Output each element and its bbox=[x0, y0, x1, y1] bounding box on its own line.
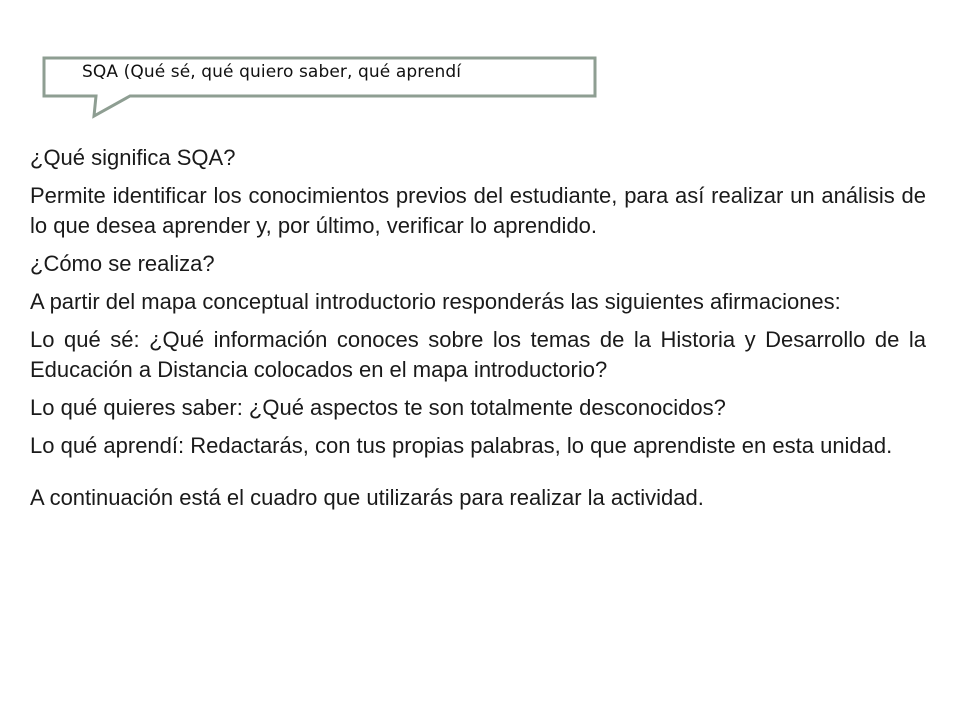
closing-note: A continuación está el cuadro que utilizarás para realizar la actividad. bbox=[30, 485, 704, 510]
question-how: ¿Cómo se realiza? bbox=[30, 251, 215, 276]
speech-callout bbox=[0, 0, 960, 120]
how-answer: A partir del mapa conceptual introductorio responderás las siguientes afirmaciones: bbox=[30, 289, 841, 314]
callout-title: SQA (Qué sé, qué quiero saber, qué aprendí bbox=[82, 62, 462, 82]
meaning-answer: Permite identificar los conocimientos previos del estudiante, para así realizar un análisis de lo que desea aprender y, por último, verificar lo aprendido. bbox=[30, 183, 926, 238]
speech-bubble-shape bbox=[0, 0, 960, 120]
slide-body bbox=[30, 143, 926, 521]
what-i-want-to-know: Lo qué quieres saber: ¿Qué aspectos te son totalmente desconocidos? bbox=[30, 395, 726, 420]
what-i-learned: Lo qué aprendí: Redactarás, con tus propias palabras, lo que aprendiste en esta unidad. bbox=[30, 433, 893, 458]
question-meaning: ¿Qué significa SQA? bbox=[30, 145, 236, 170]
what-i-know: Lo qué sé: ¿Qué información conoces sobre los temas de la Historia y Desarrollo de la Educación a Distancia colocados en el mapa introductorio? bbox=[30, 327, 926, 382]
